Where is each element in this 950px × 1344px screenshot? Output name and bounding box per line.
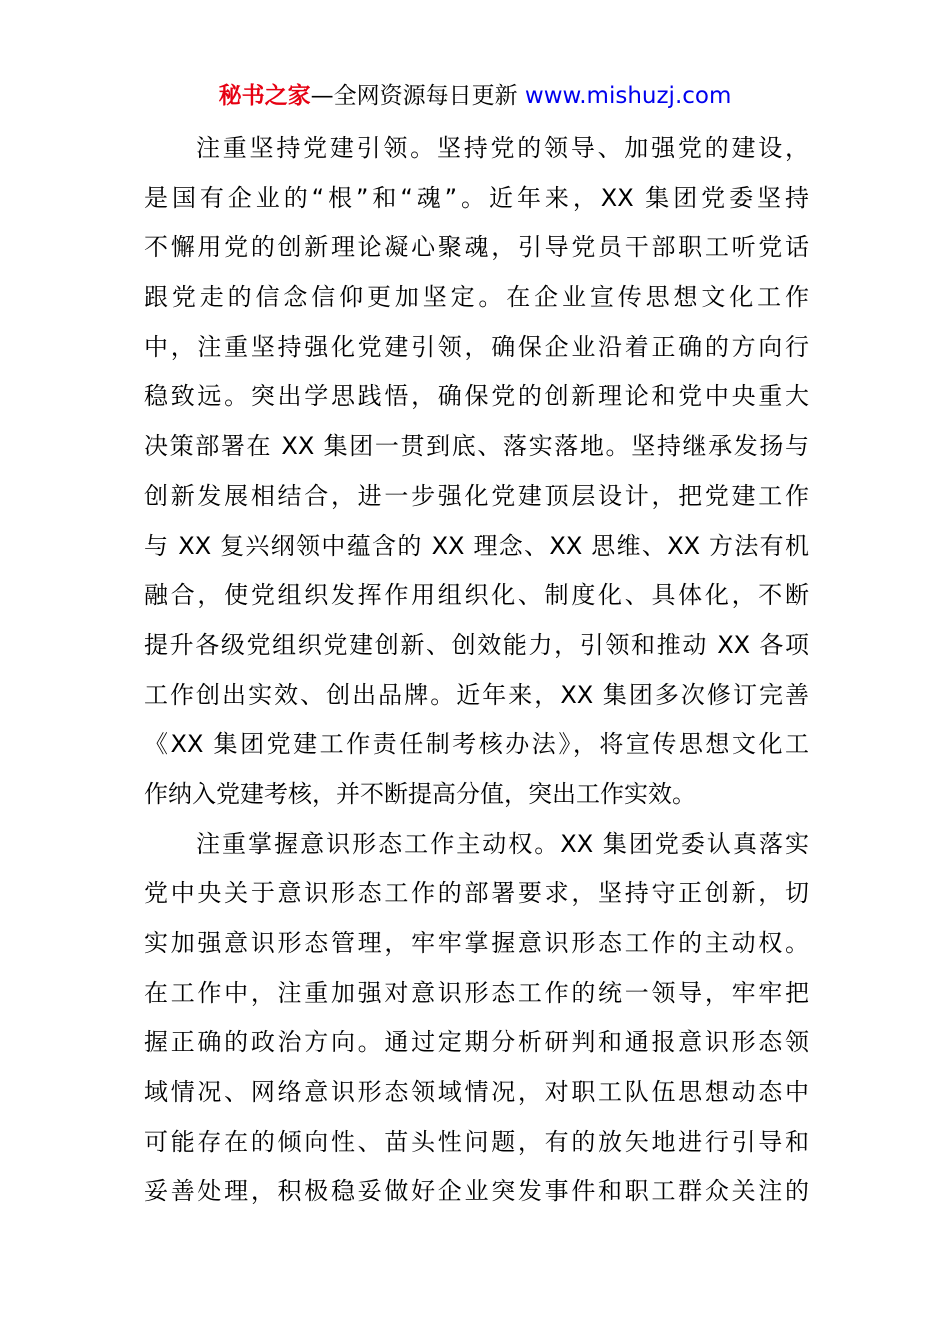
- paragraph-line: 注重掌握意识形态工作主动权。XX 集团党委认真落实: [196, 829, 809, 858]
- site-url-link[interactable]: www.mishuzj.com: [524, 83, 732, 109]
- document-body: [144, 124, 809, 1217]
- paragraph-line: 中，注重坚持强化党建引领，确保企业沿着正确的方向行: [144, 332, 809, 361]
- paragraph-line: 注重坚持党建引领。坚持党的领导、加强党的建设，: [196, 134, 809, 162]
- paragraph-line: 域情况、网络意识形态领域情况，对职工队伍思想动态中: [144, 1078, 809, 1107]
- paragraph-line: 不懈用党的创新理论凝心聚魂，引导党员干部职工听党话: [144, 233, 809, 262]
- paragraph-line: 提升各级党组织党建创新、创效能力，引领和推动 XX 各项: [144, 630, 809, 659]
- site-slogan: —全网资源每日更新: [310, 83, 518, 109]
- paragraph-party-building: [144, 124, 809, 820]
- paragraph-line: 握正确的政治方向。通过定期分析研判和通报意识形态领: [144, 1028, 809, 1057]
- paragraph-line: 稳致远。突出学思践悟，确保党的创新理论和党中央重大: [144, 382, 809, 411]
- paragraph-line: 决策部署在 XX 集团一贯到底、落实落地。坚持继承发扬与: [144, 432, 809, 461]
- paragraph-line: 可能存在的倾向性、苗头性问题，有的放矢地进行引导和: [144, 1127, 809, 1156]
- paragraph-line: 在工作中，注重加强对意识形态工作的统一领导，牢牢把: [144, 978, 809, 1007]
- paragraph-line: 工作创出实效、创出品牌。近年来，XX 集团多次修订完善: [144, 680, 809, 709]
- paragraph-line: 党中央关于意识形态工作的部署要求，坚持守正创新，切: [144, 879, 809, 908]
- paragraph-line: 作纳入党建考核，并不断提高分值，突出工作实效。: [144, 779, 696, 808]
- paragraph-line: 《XX 集团党建工作责任制考核办法》，将宣传思想文化工: [144, 730, 809, 759]
- paragraph-line: 创新发展相结合，进一步强化党建顶层设计，把党建工作: [144, 481, 809, 510]
- paragraph-line: 妥善处理，积极稳妥做好企业突发事件和职工群众关注的: [144, 1177, 809, 1206]
- site-header: [0, 80, 950, 112]
- paragraph-line: 是国有企业的“根”和“魂”。近年来，XX 集团党委坚持: [144, 183, 809, 212]
- site-brand: 秘书之家: [218, 83, 311, 109]
- paragraph-line: 实加强意识形态管理，牢牢掌握意识形态工作的主动权。: [144, 929, 809, 957]
- paragraph-line: 与 XX 复兴纲领中蕴含的 XX 理念、XX 思维、XX 方法有机: [144, 531, 809, 560]
- paragraph-ideology: [144, 820, 809, 1218]
- paragraph-line: 跟党走的信念信仰更加坚定。在企业宣传思想文化工作: [144, 283, 809, 312]
- paragraph-line: 融合，使党组织发挥作用组织化、制度化、具体化，不断: [144, 581, 809, 610]
